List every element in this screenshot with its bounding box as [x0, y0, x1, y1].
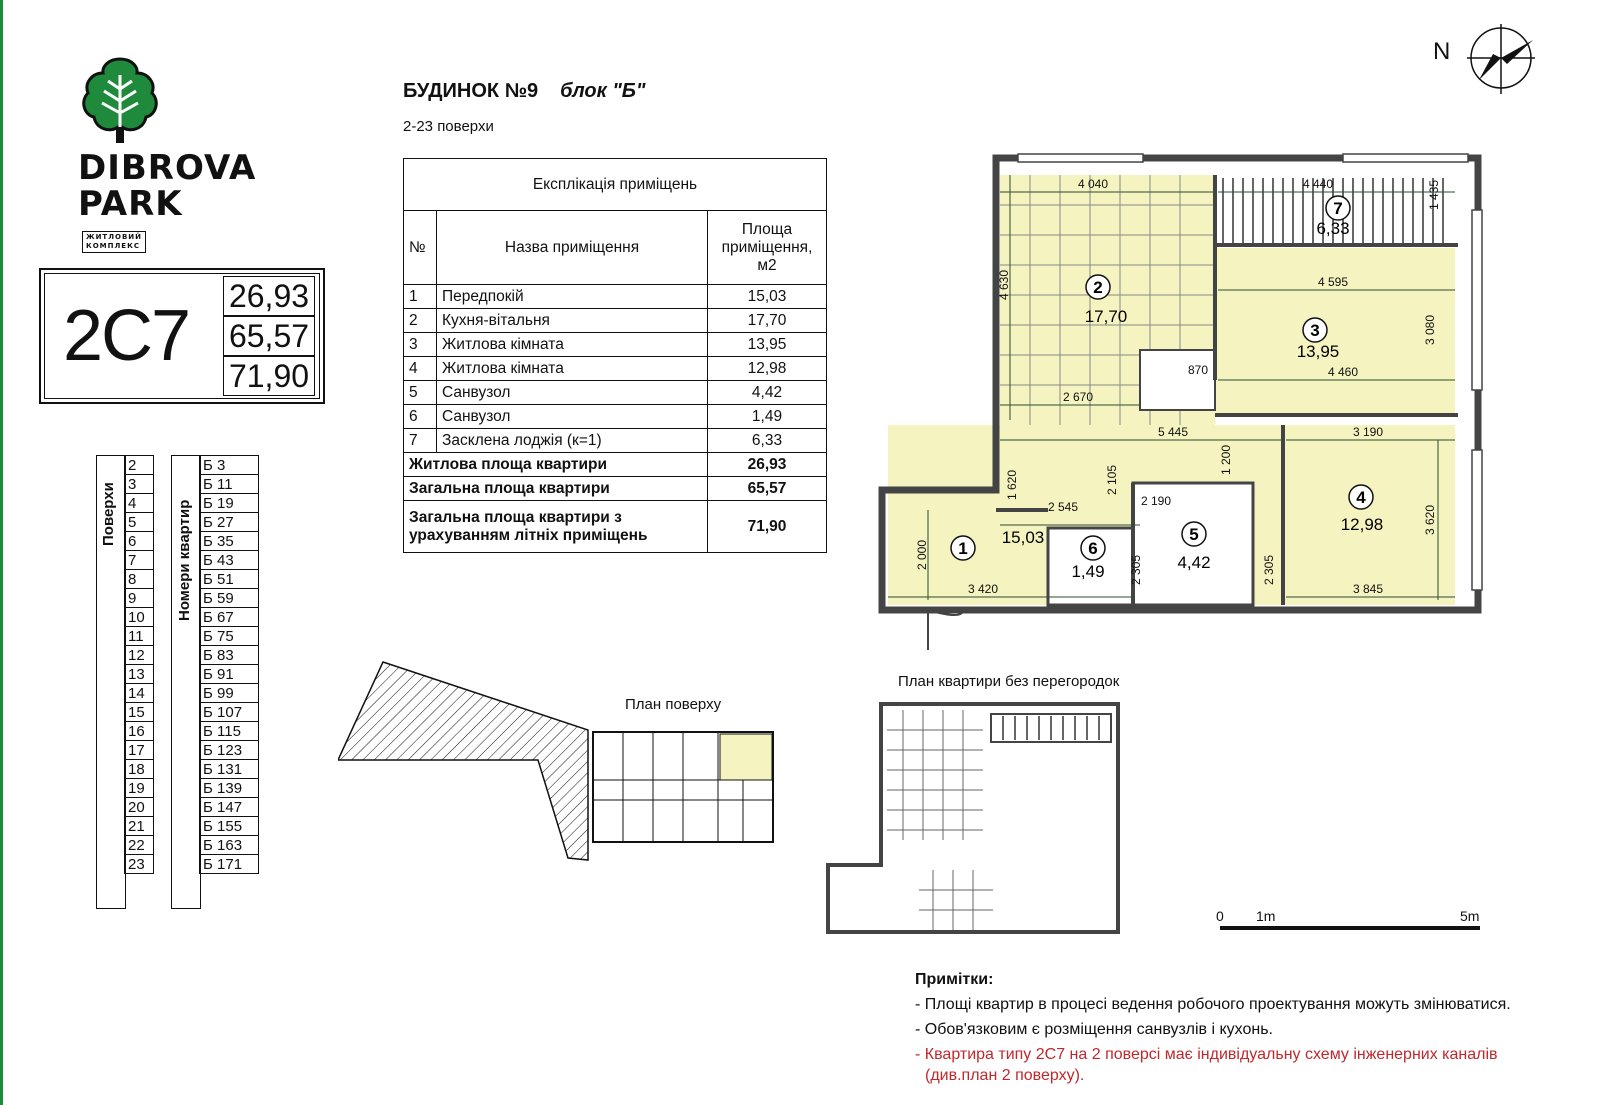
- dimension-label: 1 200: [1219, 444, 1233, 476]
- floor-number: 10: [125, 608, 154, 627]
- apartment-row: [200, 779, 259, 798]
- floor-row: [125, 817, 154, 836]
- building-number: БУДИНОК №9: [403, 80, 539, 102]
- plan-room-area: 4,42: [1177, 553, 1211, 572]
- total-area-total: 65,57: [708, 477, 827, 501]
- brand-name-line1: DIBROVA: [78, 148, 257, 188]
- explication-row: [404, 285, 827, 309]
- living-area-label: Житлова площа квартири: [404, 453, 708, 477]
- plan-room-area: 17,70: [1084, 307, 1128, 326]
- apartment-row: [200, 855, 259, 874]
- no-partitions-plan: [823, 700, 1123, 950]
- apartment-number: Б 147: [200, 798, 259, 817]
- apartment-row: [200, 589, 259, 608]
- floor-row: [125, 570, 154, 589]
- floor-number: 17: [125, 741, 154, 760]
- room-number: 3: [404, 333, 437, 357]
- apartment-row: [200, 798, 259, 817]
- floor-number: 7: [125, 551, 154, 570]
- apartment-number: Б 131: [200, 760, 259, 779]
- apartment-row: [200, 494, 259, 513]
- apartment-number: Б 59: [200, 589, 259, 608]
- apartment-plan: [878, 150, 1483, 650]
- plan-room-number: 3: [1310, 321, 1320, 340]
- dimension-label: 870: [1187, 363, 1209, 377]
- apartment-type-box: [39, 268, 325, 404]
- floor-number: 13: [125, 665, 154, 684]
- dimension-label: 4 440: [1302, 177, 1334, 191]
- room-name: Санвузол: [437, 381, 708, 405]
- explication-table: [403, 158, 827, 553]
- floor-number: 8: [125, 570, 154, 589]
- living-area-value: 26,93: [223, 276, 315, 316]
- plan-room-number: 5: [1189, 525, 1199, 544]
- apartment-row: [200, 817, 259, 836]
- apartments-table: [199, 455, 259, 874]
- dimension-label: 2 000: [915, 539, 929, 571]
- plan-room-number: 4: [1356, 488, 1366, 507]
- explication-caption: Експлікація приміщень: [404, 159, 827, 211]
- dimension-label: 4 460: [1327, 365, 1359, 379]
- col-name-header: Назва приміщення: [437, 211, 708, 285]
- note-3-red: - Квартира типу 2С7 на 2 поверсі має індивідуальну схему інженерних каналів: [915, 1046, 1498, 1063]
- brand-logo: [78, 55, 258, 250]
- floor-row: [125, 703, 154, 722]
- room-area: 1,49: [708, 405, 827, 429]
- total-area-value: 65,57: [223, 316, 315, 356]
- room-number: 2: [404, 309, 437, 333]
- note-1: - Площі квартир в процесі ведення робочого проектування можуть змінюватися.: [915, 996, 1511, 1013]
- apartment-row: [200, 703, 259, 722]
- room-name: Передпокій: [437, 285, 708, 309]
- room-number: 1: [404, 285, 437, 309]
- apartment-row: [200, 456, 259, 475]
- room-number: 5: [404, 381, 437, 405]
- floor-number: 15: [125, 703, 154, 722]
- apartment-row: [200, 570, 259, 589]
- floor-number: 2: [125, 456, 154, 475]
- floor-number: 9: [125, 589, 154, 608]
- living-area-total: 26,93: [708, 453, 827, 477]
- room-number: 7: [404, 429, 437, 453]
- apartment-row: [200, 608, 259, 627]
- floor-number: 11: [125, 627, 154, 646]
- dimension-label: 3 190: [1352, 425, 1384, 439]
- apartment-number: Б 75: [200, 627, 259, 646]
- room-area: 13,95: [708, 333, 827, 357]
- floor-number: 22: [125, 836, 154, 855]
- room-3-fill: [1215, 248, 1455, 413]
- apartment-number: Б 107: [200, 703, 259, 722]
- apartment-number: Б 27: [200, 513, 259, 532]
- explication-row: [404, 429, 827, 453]
- room-name: Кухня-вітальня: [437, 309, 708, 333]
- apartment-number: Б 171: [200, 855, 259, 874]
- floor-row: [125, 798, 154, 817]
- apartment-row: [200, 627, 259, 646]
- dimension-label: 3 080: [1423, 314, 1437, 346]
- floor-row: [125, 665, 154, 684]
- floor-row: [125, 684, 154, 703]
- floor-number: 21: [125, 817, 154, 836]
- page-heading: [403, 80, 645, 103]
- apartment-number: Б 43: [200, 551, 259, 570]
- plan-room-area: 1,49: [1071, 562, 1105, 581]
- floor-row: [125, 608, 154, 627]
- apartment-number: Б 91: [200, 665, 259, 684]
- apartment-number: Б 3: [200, 456, 259, 475]
- floor-row: [125, 646, 154, 665]
- scale-one: 1m: [1256, 908, 1276, 924]
- floor-number: 12: [125, 646, 154, 665]
- apartments-label-box: [171, 455, 201, 909]
- brand-name-line2: [78, 186, 258, 258]
- plan-room-area: 12,98: [1340, 515, 1384, 534]
- dimension-label: 2 670: [1062, 390, 1094, 404]
- floor-row: [125, 494, 154, 513]
- col-num-header: №: [404, 211, 437, 285]
- apartment-row: [200, 532, 259, 551]
- floors-table: [124, 455, 154, 874]
- dimension-label: 3 420: [967, 582, 999, 596]
- apartment-number: Б 35: [200, 532, 259, 551]
- room-number: 6: [404, 405, 437, 429]
- room-area: 12,98: [708, 357, 827, 381]
- notes: [915, 967, 1511, 1085]
- room-name: Житлова кімната: [437, 333, 708, 357]
- room-area: 6,33: [708, 429, 827, 453]
- floor-row: [125, 627, 154, 646]
- scale-zero: 0: [1216, 908, 1224, 924]
- floor-plan-title: План поверху: [625, 696, 722, 713]
- plan-room-area: 13,95: [1296, 342, 1340, 361]
- floor-row: [125, 760, 154, 779]
- apartment-row: [200, 722, 259, 741]
- room-name: Засклена лоджія (к=1): [437, 429, 708, 453]
- adjacent-building-hatch: [338, 662, 588, 860]
- total-area-label: Загальна площа квартири: [404, 477, 708, 501]
- dimension-label: 5 445: [1157, 425, 1189, 439]
- apartment-number: Б 83: [200, 646, 259, 665]
- summer-area-label: Загальна площа квартири з урахуванням літніх приміщень: [404, 501, 708, 553]
- brand-subtitle-1: ЖИТЛОВИЙ: [86, 232, 143, 241]
- scale-five: 5m: [1460, 908, 1480, 924]
- apartment-number: Б 115: [200, 722, 259, 741]
- shaft-block: [1140, 350, 1215, 410]
- dimension-label: 1 620: [1005, 469, 1019, 501]
- apartment-number: Б 51: [200, 570, 259, 589]
- apartments-label: Номери квартир: [176, 499, 193, 621]
- scale-line: [1220, 926, 1480, 930]
- explication-row: [404, 357, 827, 381]
- compass-north-label: N: [1433, 38, 1451, 65]
- apartment-row: [200, 475, 259, 494]
- room-area: 4,42: [708, 381, 827, 405]
- floor-row: [125, 836, 154, 855]
- floors-range: 2-23 поверхи: [403, 118, 494, 135]
- room-name: Санвузол: [437, 405, 708, 429]
- no-partitions-title: План квартири без перегородок: [898, 673, 1120, 690]
- apartment-number: Б 139: [200, 779, 259, 798]
- dimension-label: 3 620: [1423, 504, 1437, 536]
- plan-room-area: 15,03: [1001, 528, 1045, 547]
- dimension-label: 2 105: [1105, 464, 1119, 496]
- apartment-number: Б 99: [200, 684, 259, 703]
- brand-name-line2-text: PARK: [78, 184, 183, 224]
- apartment-number: Б 163: [200, 836, 259, 855]
- dimension-label: 2 190: [1140, 494, 1172, 508]
- apartment-row: [200, 665, 259, 684]
- oak-tree-icon: [80, 55, 160, 145]
- plan-room-number: 1: [958, 539, 968, 558]
- total-summer-area-value: 71,90: [223, 356, 315, 396]
- col-area-header: Площа приміщення, м2: [708, 211, 827, 285]
- entrance-door-icon: [928, 610, 963, 650]
- floor-number: 6: [125, 532, 154, 551]
- plan-room-number: 6: [1088, 539, 1098, 558]
- brand-subtitle-2: КОМПЛЕКС: [86, 241, 140, 250]
- dimension-label: 2 305: [1262, 554, 1276, 586]
- room-number: 4: [404, 357, 437, 381]
- apartment-row: [200, 684, 259, 703]
- dimension-label: 1 435: [1427, 179, 1441, 211]
- dimension-label: 2 545: [1047, 500, 1079, 514]
- floors-label-box: [96, 455, 126, 909]
- room-area: 17,70: [708, 309, 827, 333]
- apartment-row: [200, 760, 259, 779]
- room-area: 15,03: [708, 285, 827, 309]
- summer-area-total: 71,90: [708, 501, 827, 553]
- apartment-number: Б 155: [200, 817, 259, 836]
- apartment-highlight: [720, 734, 772, 780]
- apartment-row: [200, 646, 259, 665]
- floor-row: [125, 589, 154, 608]
- apartment-type-code: 2С7: [63, 296, 190, 376]
- apartment-number: Б 11: [200, 475, 259, 494]
- dimension-label: 4 595: [1317, 275, 1349, 289]
- floor-row: [125, 551, 154, 570]
- apartment-row: [200, 513, 259, 532]
- floor-row: [125, 855, 154, 874]
- floor-row: [125, 722, 154, 741]
- plan-room-area: 6,33: [1316, 219, 1350, 238]
- explication-row: [404, 405, 827, 429]
- note-3-red-cont: (див.план 2 поверху).: [925, 1067, 1085, 1084]
- dimension-label: 4 630: [997, 269, 1011, 301]
- dimension-label: 3 845: [1352, 582, 1384, 596]
- dimension-label: 2 305: [1129, 554, 1143, 586]
- apartment-number: Б 67: [200, 608, 259, 627]
- floor-row: [125, 475, 154, 494]
- floor-number: 19: [125, 779, 154, 798]
- floor-plan-diagram: [338, 660, 778, 900]
- plan-room-number: 7: [1333, 199, 1343, 218]
- explication-row: [404, 309, 827, 333]
- block-name: блок "Б": [560, 80, 646, 102]
- apartment-row: [200, 741, 259, 760]
- floor-number: 5: [125, 513, 154, 532]
- notes-title: Примітки:: [915, 971, 994, 988]
- floor-row: [125, 456, 154, 475]
- floors-label: Поверхи: [100, 482, 117, 546]
- floor-number: 14: [125, 684, 154, 703]
- floor-number: 16: [125, 722, 154, 741]
- room-name: Житлова кімната: [437, 357, 708, 381]
- apartment-type-inner: [44, 273, 320, 399]
- floor-row: [125, 741, 154, 760]
- floor-row: [125, 532, 154, 551]
- compass-rose-icon: [1463, 18, 1539, 98]
- floor-number: 23: [125, 855, 154, 874]
- floor-row: [125, 779, 154, 798]
- explication-row: [404, 333, 827, 357]
- brand-subtitle: [82, 231, 146, 253]
- dimension-label: 4 040: [1077, 177, 1109, 191]
- apartment-row: [200, 836, 259, 855]
- apartment-number: Б 123: [200, 741, 259, 760]
- floor-number: 18: [125, 760, 154, 779]
- apartment-number: Б 19: [200, 494, 259, 513]
- floor-number: 3: [125, 475, 154, 494]
- explication-row: [404, 381, 827, 405]
- floor-number: 4: [125, 494, 154, 513]
- apartment-row: [200, 551, 259, 570]
- floor-number: 20: [125, 798, 154, 817]
- note-2: - Обов'язковим є розміщення санвузлів і кухонь.: [915, 1021, 1273, 1038]
- plan-room-number: 2: [1093, 278, 1103, 297]
- floor-row: [125, 513, 154, 532]
